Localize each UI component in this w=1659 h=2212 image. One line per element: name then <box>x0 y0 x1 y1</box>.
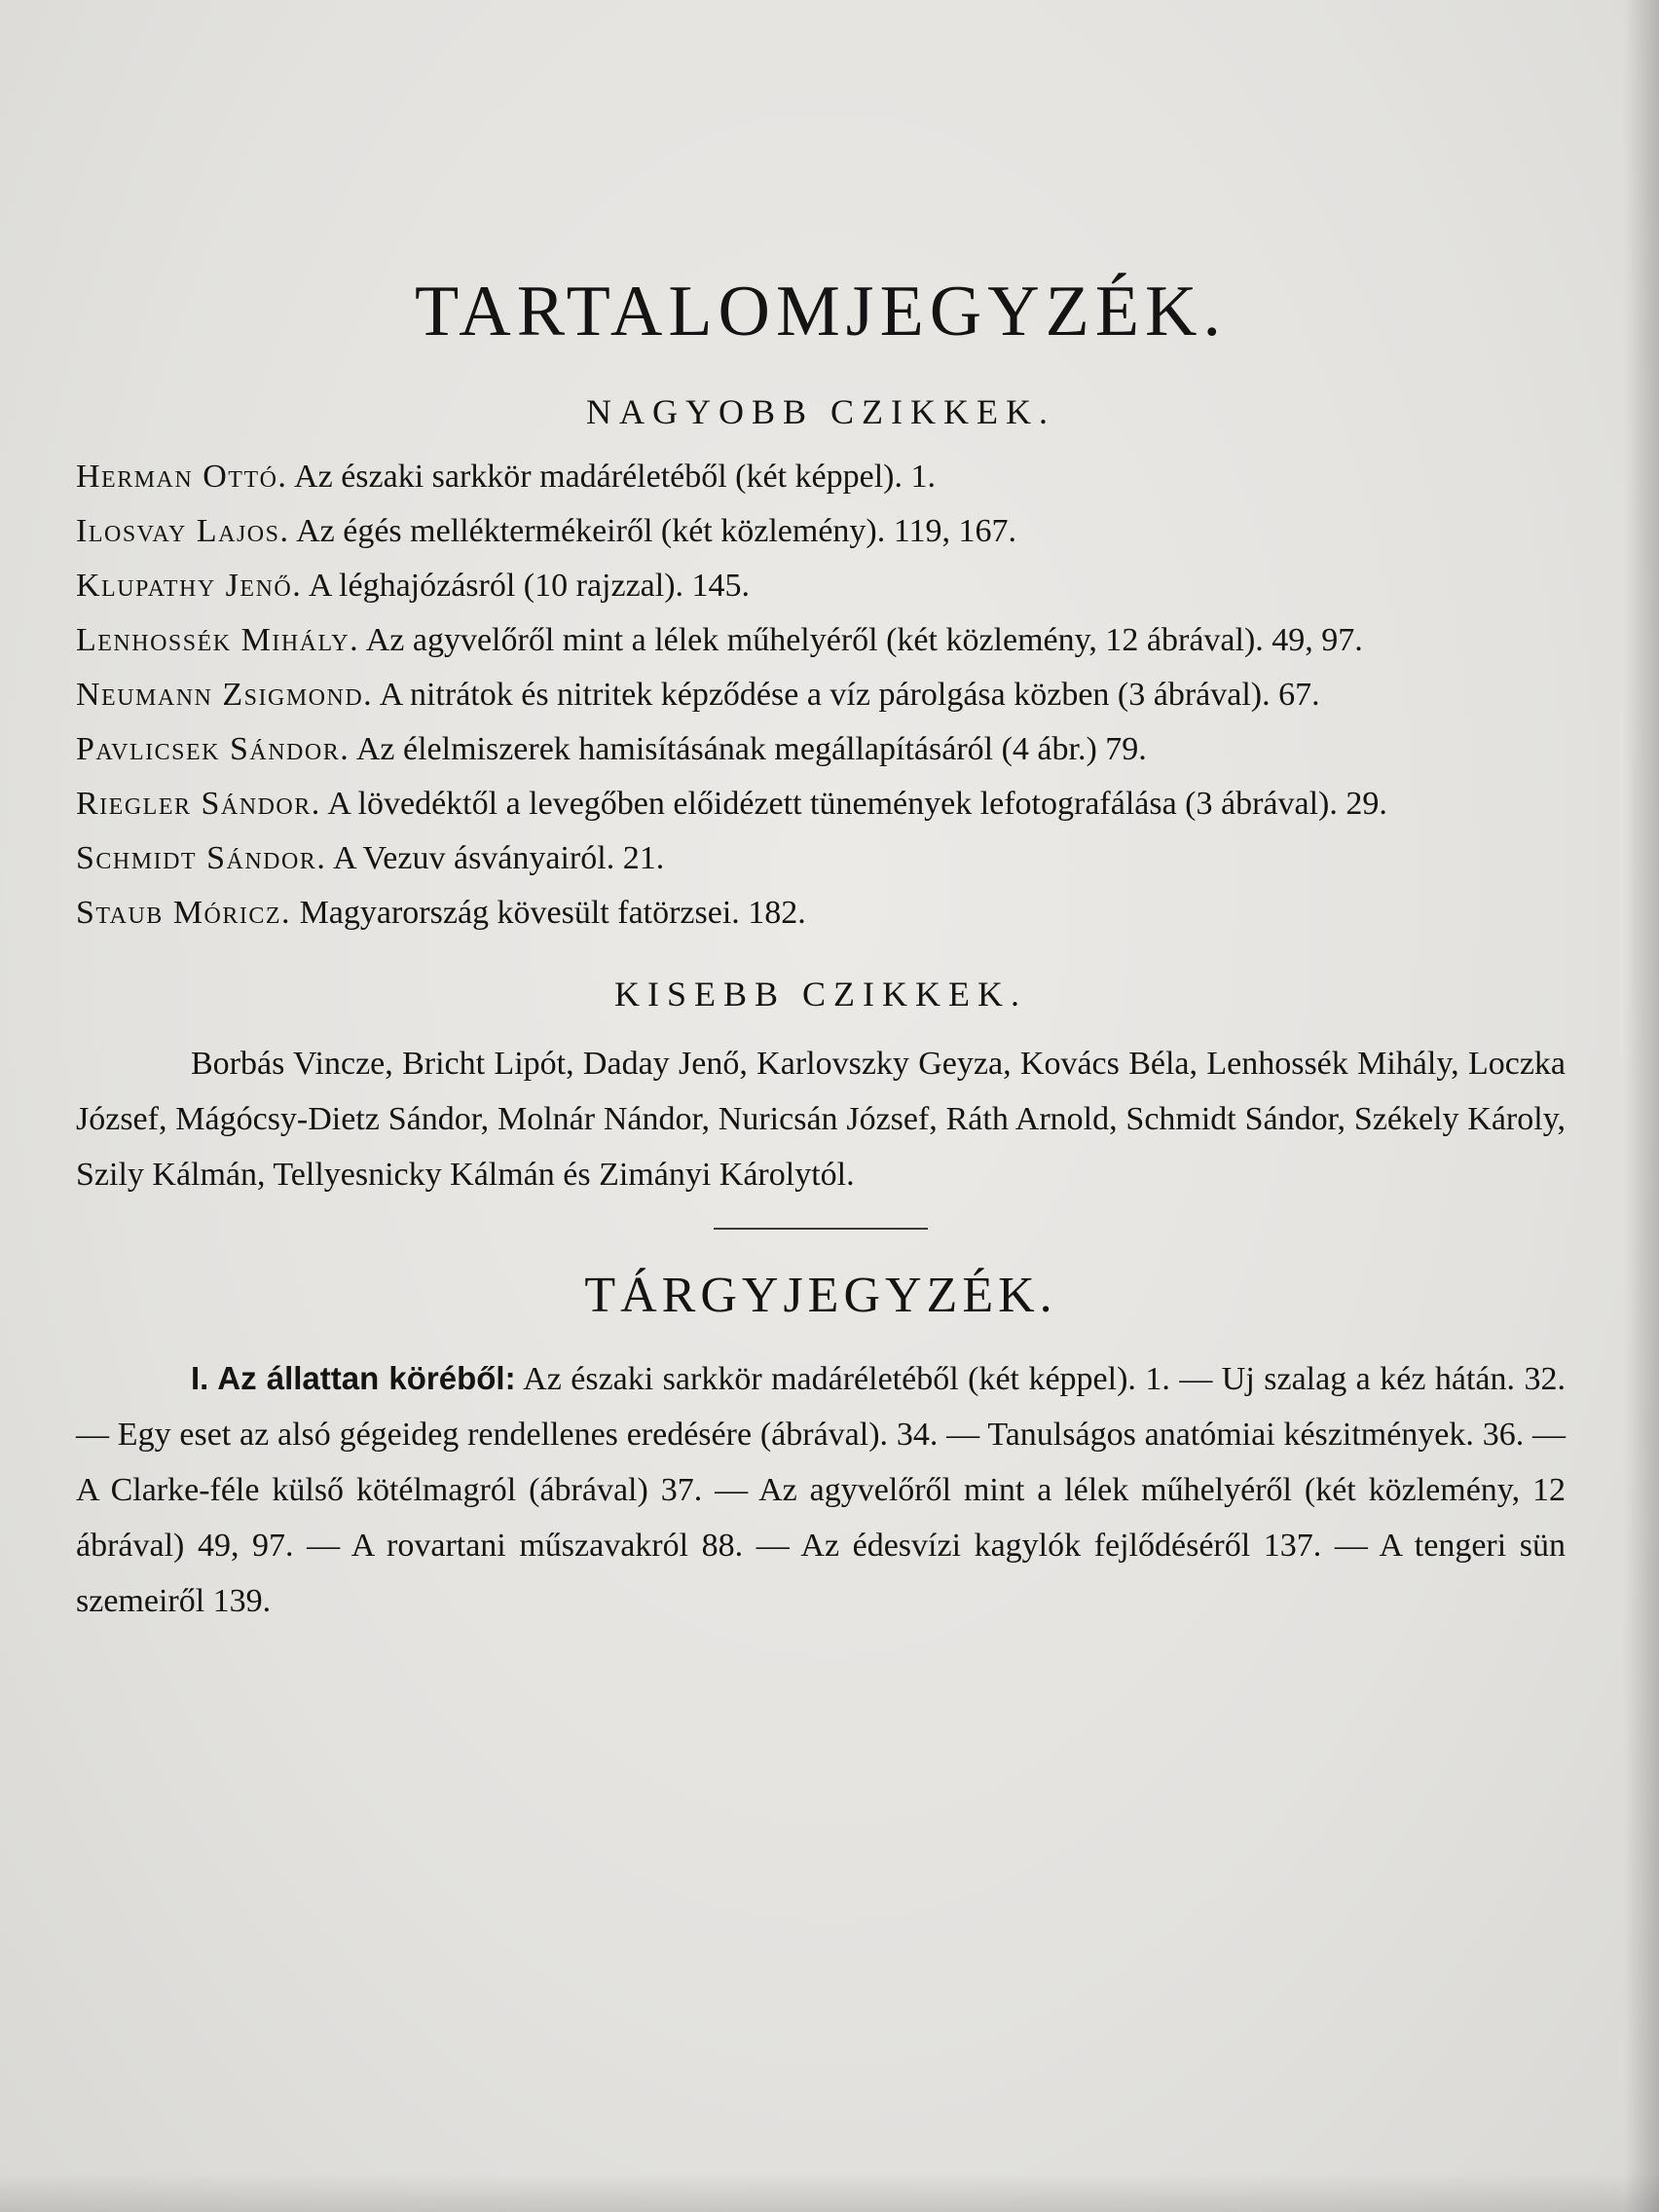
kisebb-authors-paragraph: Borbás Vincze, Bricht Lipót, Daday Jenő, Karlovszky Geyza, Kovács Béla, Lenhossék Mihály, Loczka József, Mágócsy-Dietz Sándor, Molnár Nándor, Nuricsán József, Ráth Arnold, Schmidt Sándor, Székely Károly, Szily Kálmán, Tellyesnicky Kálmán és Zimányi Károlytól. <box>76 1046 1566 1193</box>
page-title: TARTALOMJEGYZÉK. <box>414 272 1227 351</box>
targy-lead: I. Az állattan köréből: <box>191 1360 516 1396</box>
entry-author: Staub Móricz. <box>76 895 292 931</box>
entry-text: A Vezuv ásványairól. 21. <box>326 840 665 876</box>
entry-text: Az égés melléktermékeiről (két közlemény). 119, 167. <box>289 513 1016 549</box>
section-heading-nagyobb: NAGYOBB CZIKKEK. <box>586 392 1055 431</box>
toc-entry <box>76 886 1566 940</box>
entry-text: A lövedéktől a levegőben előidézett tünemények lefotografálása (3 ábrával). 29. <box>320 786 1387 822</box>
entry-author: Neumann Zsigmond. <box>76 677 374 713</box>
entry-author: Klupathy Jenő. <box>76 568 303 604</box>
toc-entry <box>76 831 1566 886</box>
entry-text: A léghajózásról (10 rajzzal). 145. <box>302 568 751 604</box>
entry-author: Riegler Sándor. <box>76 786 321 822</box>
entry-author: Schmidt Sándor. <box>76 840 327 876</box>
entry-text: A nitrátok és nitritek képződése a víz párolgása közben (3 ábrával). 67. <box>373 677 1320 713</box>
toc-entry <box>76 559 1566 613</box>
page-content <box>76 263 1566 1629</box>
toc-entry <box>76 668 1566 722</box>
nagyobb-entry-list <box>76 450 1566 940</box>
entry-author: Ilosvay Lajos. <box>76 513 290 549</box>
toc-entry <box>76 450 1566 504</box>
toc-entry <box>76 722 1566 777</box>
section-heading-targy: TÁRGYJEGYZÉK. <box>584 1268 1057 1323</box>
section-divider <box>714 1228 928 1230</box>
entry-text: Az agyvelőről mint a lélek műhelyéről (két közlemény, 12 ábrával). 49, 97. <box>359 622 1363 658</box>
toc-entry <box>76 504 1566 559</box>
entry-author: Pavlicsek Sándor. <box>76 731 350 767</box>
targy-text: Az északi sarkkör madáréletéből (két képpel). 1. — Uj szalag a kéz hátán. 32. — Egy eset az alsó gégeideg rendellenes eredésére (ábrával). 34. — Tanulságos anatómiai készitmények. 36. — A Clarke-féle külső kötélmagról (ábrával) 37. — Az agyvelőről mint a lélek műhelyéről (két közlemény, 12 ábrával) 49, 97. — A rovartani műszavakról 88. — Az édesvízi kagylók fejlődéséről 137. — A tengeri sün szemeiről 139. <box>76 1361 1566 1619</box>
entry-author: Lenhossék Mihály. <box>76 622 360 658</box>
entry-text: Az északi sarkkör madáréletéből (két képpel). 1. <box>287 459 936 495</box>
toc-entry <box>76 613 1566 668</box>
targy-paragraph <box>76 1350 1566 1629</box>
entry-author: Herman Ottó. <box>76 459 288 495</box>
toc-entry <box>76 777 1566 831</box>
entry-text: Magyarország kövesült fatörzsei. 182. <box>291 895 806 931</box>
scan-edge-shadow <box>1624 0 1659 2212</box>
entry-text: Az élelmiszerek hamisításának megállapításáról (4 ábr.) 79. <box>350 731 1147 767</box>
section-heading-kisebb: KISEBB CZIKKEK. <box>614 975 1027 1014</box>
scan-bottom-shadow <box>0 2173 1659 2212</box>
